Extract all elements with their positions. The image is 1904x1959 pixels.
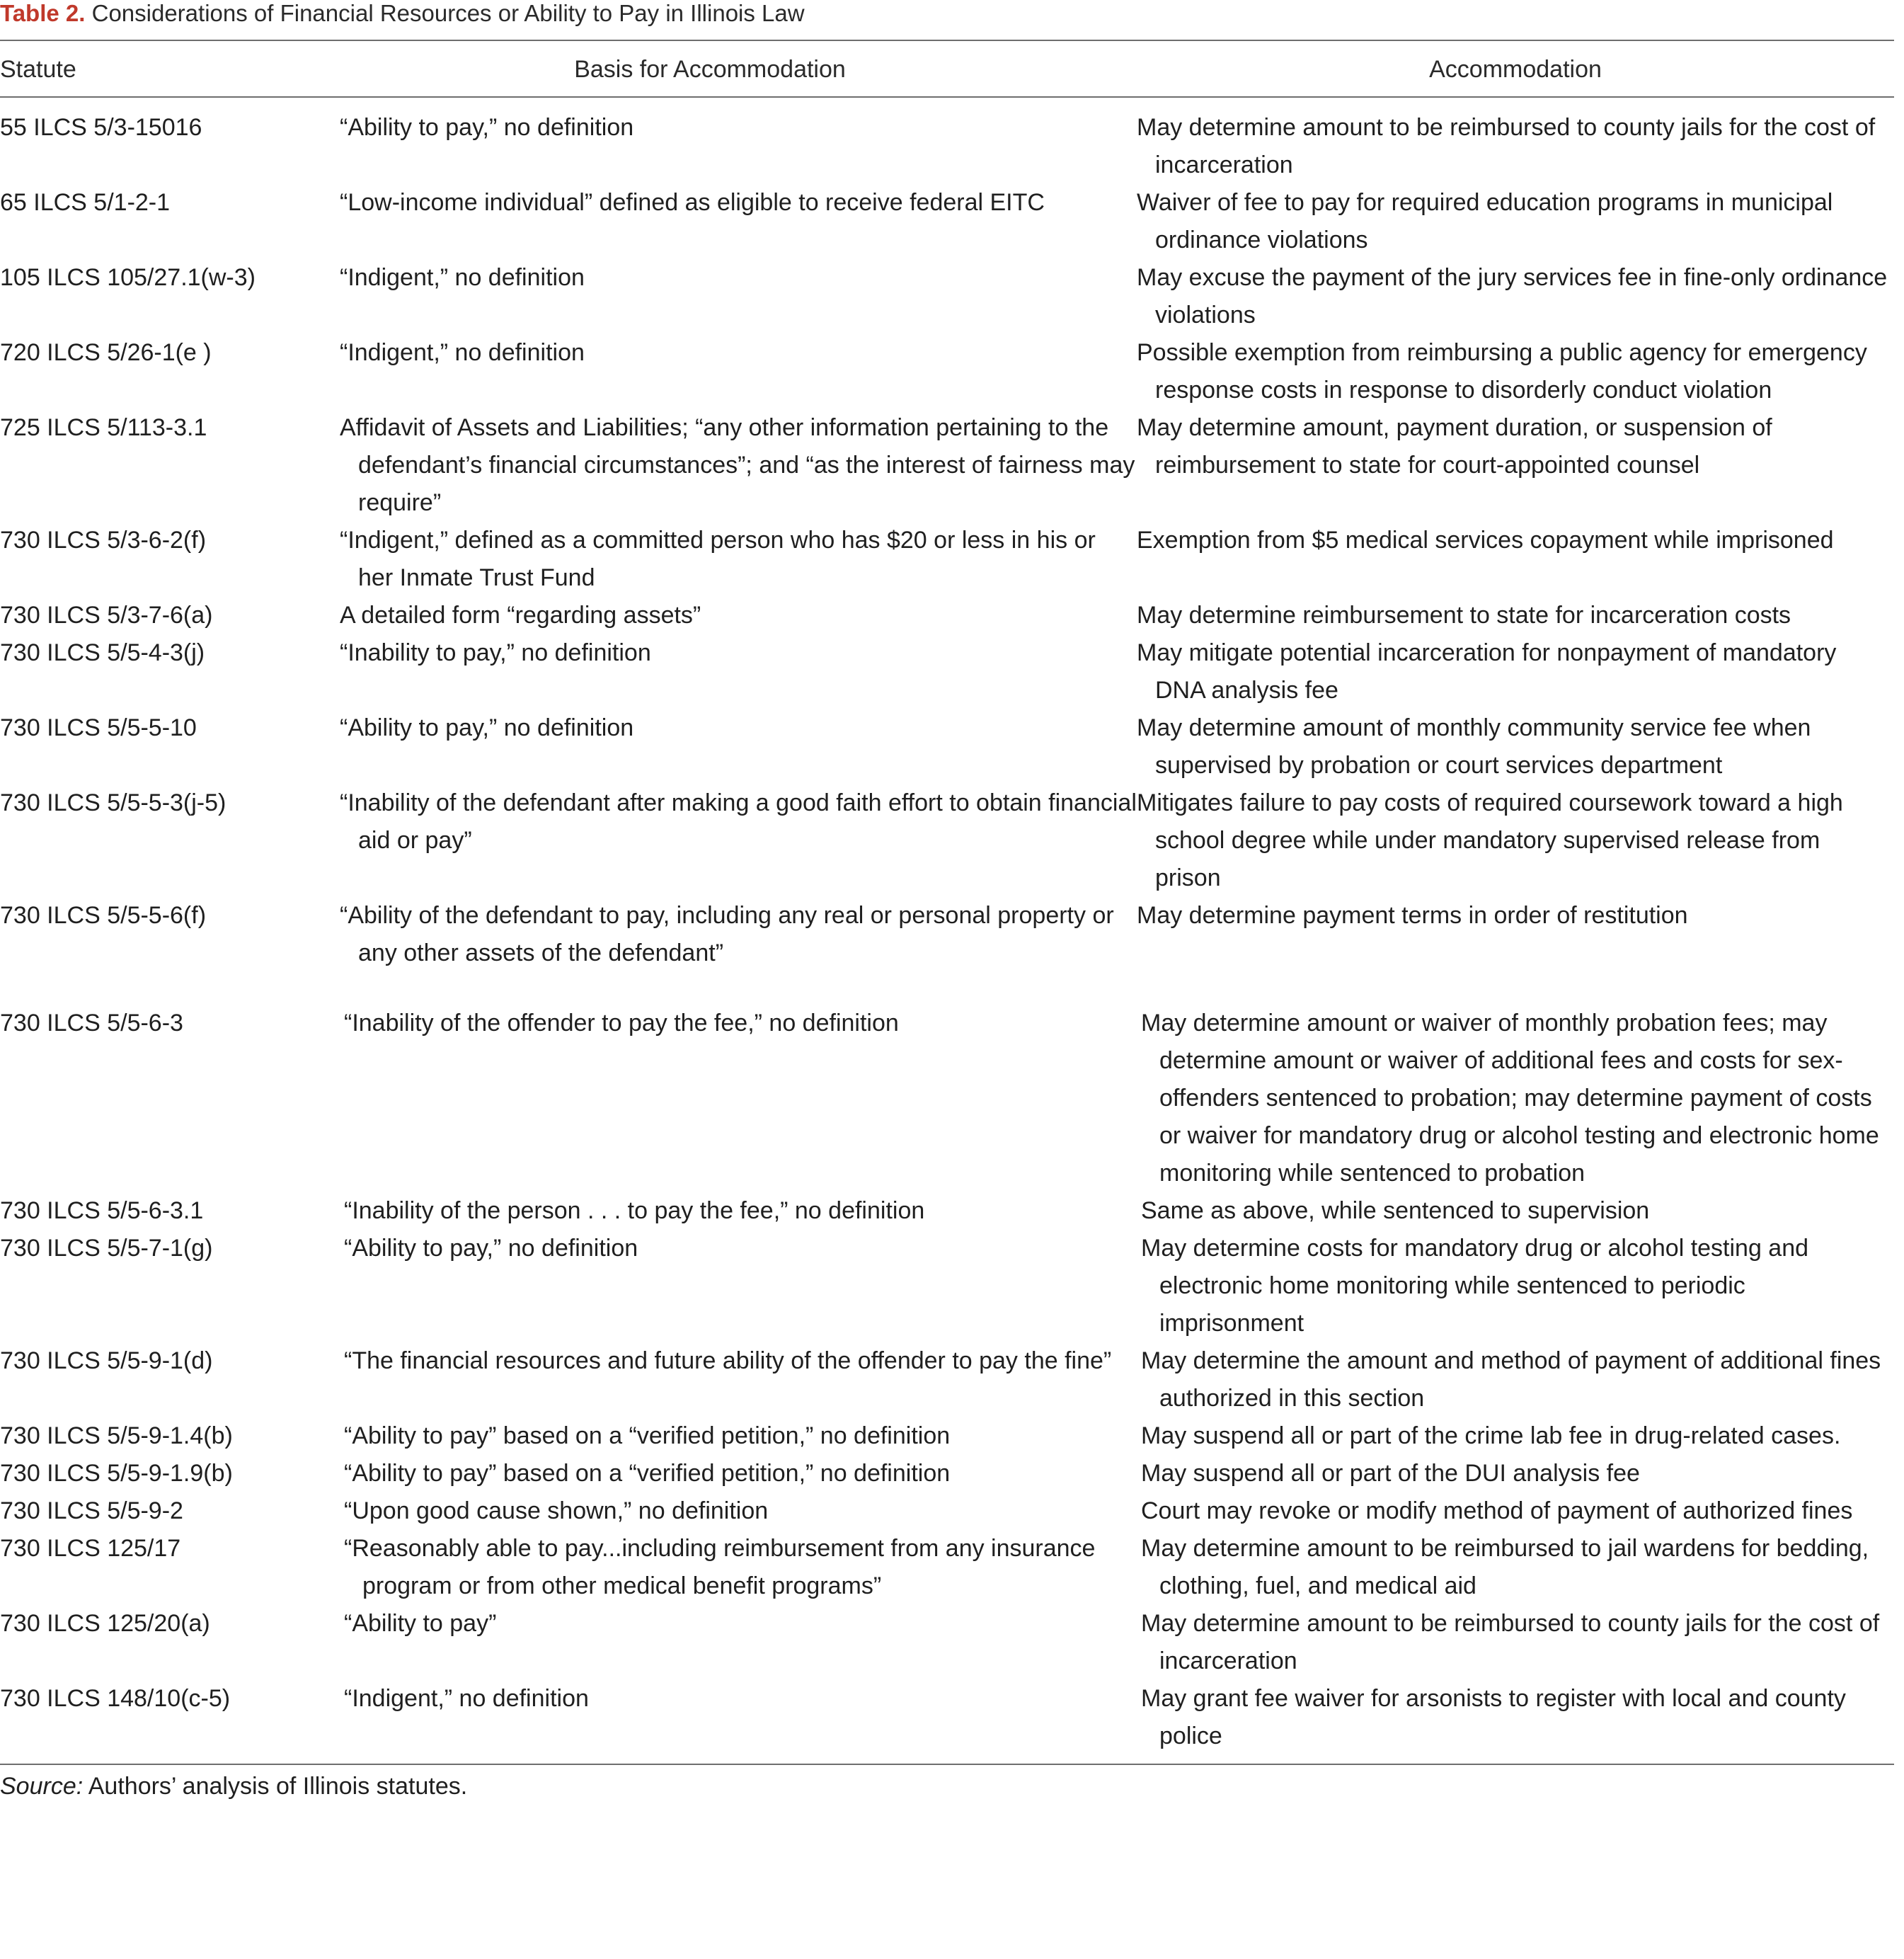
statute-cell-text: 105 ILCS 105/27.1(w-3) bbox=[0, 264, 256, 291]
table-row bbox=[0, 184, 1894, 259]
accommodation-cell-text: May determine payment terms in order of restitution bbox=[1137, 902, 1688, 929]
statutes-table bbox=[0, 42, 1894, 1755]
table-row bbox=[0, 1417, 1894, 1455]
statute-cell bbox=[0, 709, 340, 784]
statute-cell bbox=[0, 597, 340, 634]
basis-cell bbox=[340, 634, 1137, 709]
statute-cell bbox=[0, 1417, 340, 1455]
accommodation-cell bbox=[1137, 409, 1894, 522]
statute-cell-text: 720 ILCS 5/26-1(e ) bbox=[0, 339, 212, 366]
basis-cell-text: “Ability to pay,” no definition bbox=[340, 114, 634, 141]
statute-cell-text: 730 ILCS 5/5-9-2 bbox=[0, 1497, 183, 1524]
accommodation-cell-text: May suspend all or part of the crime lab fee in drug-related cases. bbox=[1141, 1422, 1841, 1449]
accommodation-cell bbox=[1137, 1417, 1894, 1455]
basis-cell-text: “Ability to pay,” no definition bbox=[340, 714, 634, 741]
accommodation-cell bbox=[1137, 96, 1894, 184]
accommodation-cell bbox=[1137, 634, 1894, 709]
accommodation-cell bbox=[1137, 597, 1894, 634]
statute-cell bbox=[0, 1230, 340, 1342]
statute-cell-text: 730 ILCS 5/5-6-3 bbox=[0, 1010, 183, 1036]
basis-cell bbox=[340, 96, 1137, 184]
statute-cell bbox=[0, 334, 340, 409]
statute-cell-text: 730 ILCS 5/5-5-10 bbox=[0, 714, 197, 741]
statute-cell bbox=[0, 1005, 340, 1192]
statute-cell-text: 730 ILCS 5/5-7-1(g) bbox=[0, 1235, 213, 1262]
statute-cell-text: 730 ILCS 5/5-9-1(d) bbox=[0, 1347, 213, 1374]
accommodation-cell-text: May mitigate potential incarceration for nonpayment of mandatory DNA analysis fee bbox=[1137, 639, 1837, 704]
statute-cell bbox=[0, 96, 340, 184]
basis-cell bbox=[340, 1455, 1137, 1492]
source-label: Source: bbox=[0, 1773, 84, 1800]
accommodation-cell bbox=[1137, 1005, 1894, 1192]
basis-cell-text: “Inability of the offender to pay the fee,” no definition bbox=[344, 1010, 899, 1036]
accommodation-cell-text: Possible exemption from reimbursing a public agency for emergency response costs in response to disorderly conduct violation bbox=[1137, 339, 1867, 404]
statute-cell bbox=[0, 634, 340, 709]
source-text: Authors’ analysis of Illinois statutes. bbox=[83, 1773, 468, 1800]
statute-cell bbox=[0, 259, 340, 334]
basis-cell bbox=[340, 784, 1137, 897]
basis-cell-text: “Inability of the defendant after making a good faith effort to obtain financial aid or pay” bbox=[340, 789, 1137, 854]
table-row bbox=[0, 1530, 1894, 1605]
accommodation-cell-text: Same as above, while sentenced to supervision bbox=[1141, 1197, 1650, 1224]
table-row bbox=[0, 259, 1894, 334]
table-row bbox=[0, 1605, 1894, 1680]
statute-cell-text: 725 ILCS 5/113-3.1 bbox=[0, 414, 207, 441]
accommodation-cell bbox=[1137, 1530, 1894, 1605]
basis-cell bbox=[340, 1417, 1137, 1455]
statute-cell-text: 730 ILCS 125/17 bbox=[0, 1535, 181, 1562]
basis-cell bbox=[340, 184, 1137, 259]
basis-cell bbox=[340, 1192, 1137, 1230]
accommodation-cell bbox=[1137, 1455, 1894, 1492]
basis-cell-text: “Upon good cause shown,” no definition bbox=[344, 1497, 769, 1524]
basis-cell-text: A detailed form “regarding assets” bbox=[340, 602, 701, 629]
statute-cell bbox=[0, 897, 340, 1005]
bottom-rule bbox=[0, 1764, 1894, 1765]
basis-cell bbox=[340, 1342, 1137, 1417]
table-row bbox=[0, 1680, 1894, 1755]
table-row bbox=[0, 1192, 1894, 1230]
basis-cell-text: “Low-income individual” defined as eligible to receive federal EITC bbox=[340, 189, 1045, 216]
table-caption bbox=[0, 0, 805, 27]
statute-cell bbox=[0, 1605, 340, 1680]
statute-cell bbox=[0, 409, 340, 522]
accommodation-cell bbox=[1137, 1680, 1894, 1755]
basis-cell-text: “Reasonably able to pay...including reimbursement from any insurance program or from other medical benefit programs” bbox=[344, 1535, 1096, 1599]
header-rule bbox=[0, 96, 1894, 98]
table-caption-label: Table 2. bbox=[0, 0, 86, 26]
statute-cell bbox=[0, 184, 340, 259]
column-header-statute: Statute bbox=[0, 56, 76, 83]
accommodation-cell bbox=[1137, 1230, 1894, 1342]
basis-cell bbox=[340, 1605, 1137, 1680]
table-row bbox=[0, 1005, 1894, 1192]
basis-cell bbox=[340, 709, 1137, 784]
top-rule bbox=[0, 40, 1894, 41]
accommodation-cell-text: May determine amount or waiver of monthly probation fees; may determine amount or waiver of additional fees and costs for sex-offenders sentenced to probation; may determine payment of costs or waiver for mandatory drug or alcohol testing and electronic home monitoring while sentenced to probation bbox=[1141, 1010, 1879, 1187]
statute-cell bbox=[0, 784, 340, 897]
accommodation-cell-text: May determine amount to be reimbursed to county jails for the cost of incarceration bbox=[1141, 1610, 1880, 1674]
statute-cell-text: 730 ILCS 5/5-6-3.1 bbox=[0, 1197, 204, 1224]
table-row bbox=[0, 1342, 1894, 1417]
accommodation-cell-text: May determine amount of monthly community service fee when supervised by probation or court services department bbox=[1137, 714, 1811, 779]
accommodation-cell-text: May determine costs for mandatory drug or alcohol testing and electronic home monitoring while sentenced to periodic imprisonment bbox=[1141, 1235, 1809, 1337]
table-row bbox=[0, 1230, 1894, 1342]
basis-cell-text: “Indigent,” no definition bbox=[344, 1685, 589, 1712]
basis-cell-text: “Ability of the defendant to pay, including any real or personal property or any other assets of the defendant” bbox=[340, 902, 1114, 966]
accommodation-cell-text: May grant fee waiver for arsonists to register with local and county police bbox=[1141, 1685, 1846, 1749]
statute-cell-text: 730 ILCS 5/5-9-1.9(b) bbox=[0, 1460, 233, 1487]
basis-cell bbox=[340, 522, 1137, 597]
table-caption-text: Considerations of Financial Resources or Ability to Pay in Illinois Law bbox=[85, 0, 805, 26]
statute-cell-text: 65 ILCS 5/1-2-1 bbox=[0, 189, 171, 216]
table-row bbox=[0, 634, 1894, 709]
accommodation-cell bbox=[1137, 334, 1894, 409]
statute-cell-text: 730 ILCS 5/3-6-2(f) bbox=[0, 527, 207, 554]
statute-cell bbox=[0, 1455, 340, 1492]
accommodation-cell-text: May determine amount, payment duration, or suspension of reimbursement to state for court-appointed counsel bbox=[1137, 414, 1772, 479]
basis-cell-text: “Inability to pay,” no definition bbox=[340, 639, 651, 666]
basis-cell-text: “The financial resources and future ability of the offender to pay the fine” bbox=[344, 1347, 1112, 1374]
basis-cell bbox=[340, 1230, 1137, 1342]
basis-cell-text: “Ability to pay,” no definition bbox=[344, 1235, 638, 1262]
statute-cell-text: 730 ILCS 148/10(c-5) bbox=[0, 1685, 231, 1712]
statute-cell bbox=[0, 1342, 340, 1417]
statute-cell bbox=[0, 522, 340, 597]
accommodation-cell bbox=[1137, 784, 1894, 897]
table-row bbox=[0, 1492, 1894, 1530]
statute-cell-text: 55 ILCS 5/3-15016 bbox=[0, 114, 202, 141]
basis-cell bbox=[340, 409, 1137, 522]
accommodation-cell bbox=[1137, 522, 1894, 597]
accommodation-cell-text: May suspend all or part of the DUI analysis fee bbox=[1141, 1460, 1640, 1487]
table-row bbox=[0, 522, 1894, 597]
basis-cell-text: Affidavit of Assets and Liabilities; “any other information pertaining to the defendant’s financial circumstances”; and “as the interest of fairness may require” bbox=[340, 414, 1135, 516]
header-row bbox=[0, 42, 1894, 96]
accommodation-cell bbox=[1137, 1605, 1894, 1680]
table-row bbox=[0, 96, 1894, 184]
statute-cell-text: 730 ILCS 125/20(a) bbox=[0, 1610, 210, 1637]
basis-cell bbox=[340, 1680, 1137, 1755]
basis-cell bbox=[340, 1492, 1137, 1530]
basis-cell-text: “Ability to pay” based on a “verified petition,” no definition bbox=[344, 1460, 951, 1487]
accommodation-cell bbox=[1137, 897, 1894, 1005]
basis-cell bbox=[340, 259, 1137, 334]
accommodation-cell-text: May determine amount to be reimbursed to jail wardens for bedding, clothing, fuel, and medical aid bbox=[1141, 1535, 1869, 1599]
table-row bbox=[0, 709, 1894, 784]
accommodation-cell-text: May determine reimbursement to state for incarceration costs bbox=[1137, 602, 1791, 629]
accommodation-cell-text: May excuse the payment of the jury services fee in fine-only ordinance violations bbox=[1137, 264, 1888, 329]
basis-cell bbox=[340, 1530, 1137, 1605]
basis-cell-text: “Indigent,” no definition bbox=[340, 264, 585, 291]
basis-cell-text: “Indigent,” no definition bbox=[340, 339, 585, 366]
accommodation-cell bbox=[1137, 709, 1894, 784]
basis-cell-text: “Indigent,” defined as a committed person who has $20 or less in his or her Inmate Trust Fund bbox=[340, 527, 1096, 591]
accommodation-cell-text: Waiver of fee to pay for required education programs in municipal ordinance violations bbox=[1137, 189, 1833, 253]
statute-cell-text: 730 ILCS 5/5-9-1.4(b) bbox=[0, 1422, 233, 1449]
table-row bbox=[0, 597, 1894, 634]
column-header-basis: Basis for Accommodation bbox=[574, 56, 846, 83]
basis-cell-text: “Ability to pay” bbox=[344, 1610, 497, 1637]
statute-cell bbox=[0, 1680, 340, 1755]
statute-cell-text: 730 ILCS 5/5-5-3(j-5) bbox=[0, 789, 226, 816]
basis-cell-text: “Inability of the person . . . to pay the fee,” no definition bbox=[344, 1197, 925, 1224]
statute-cell bbox=[0, 1492, 340, 1530]
accommodation-cell-text: May determine amount to be reimbursed to county jails for the cost of incarceration bbox=[1137, 114, 1876, 178]
statute-cell-text: 730 ILCS 5/5-5-6(f) bbox=[0, 902, 207, 929]
accommodation-cell bbox=[1137, 184, 1894, 259]
accommodation-cell-text: May determine the amount and method of payment of additional fines authorized in this section bbox=[1141, 1347, 1881, 1412]
source-note bbox=[0, 1772, 467, 1800]
table-row bbox=[0, 409, 1894, 522]
accommodation-cell bbox=[1137, 1342, 1894, 1417]
basis-cell bbox=[340, 334, 1137, 409]
statute-cell bbox=[0, 1192, 340, 1230]
table-body bbox=[0, 96, 1894, 1755]
basis-cell bbox=[340, 597, 1137, 634]
table-row bbox=[0, 1455, 1894, 1492]
basis-cell bbox=[340, 897, 1137, 1005]
accommodation-cell-text: Court may revoke or modify method of payment of authorized fines bbox=[1141, 1497, 1853, 1524]
accommodation-cell bbox=[1137, 259, 1894, 334]
accommodation-cell-text: Exemption from $5 medical services copayment while imprisoned bbox=[1137, 527, 1834, 554]
table-row bbox=[0, 784, 1894, 897]
statute-cell bbox=[0, 1530, 340, 1605]
basis-cell-text: “Ability to pay” based on a “verified petition,” no definition bbox=[344, 1422, 951, 1449]
column-header-accommodation: Accommodation bbox=[1429, 56, 1602, 83]
table-row bbox=[0, 897, 1894, 1005]
table-row bbox=[0, 334, 1894, 409]
accommodation-cell bbox=[1137, 1192, 1894, 1230]
statute-cell-text: 730 ILCS 5/5-4-3(j) bbox=[0, 639, 205, 666]
accommodation-cell-text: Mitigates failure to pay costs of required coursework toward a high school degree while under mandatory supervised release from prison bbox=[1137, 789, 1843, 891]
statute-cell-text: 730 ILCS 5/3-7-6(a) bbox=[0, 602, 213, 629]
accommodation-cell bbox=[1137, 1492, 1894, 1530]
basis-cell bbox=[340, 1005, 1137, 1192]
